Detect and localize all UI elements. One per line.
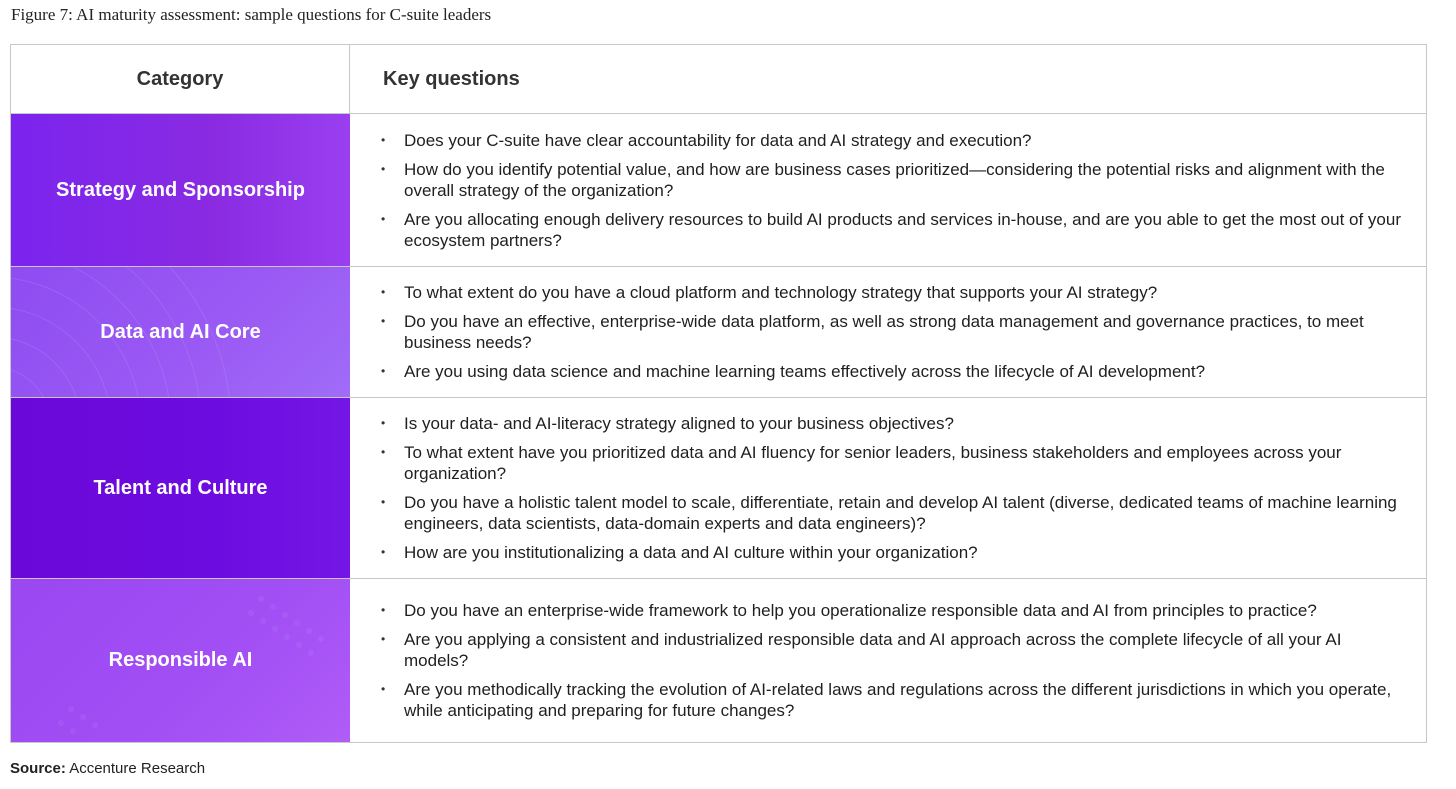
questions-table (10, 44, 1427, 743)
bullet-icon: • (381, 495, 386, 509)
question-list (377, 398, 1406, 578)
bullet-icon: • (381, 314, 386, 328)
category-cell-responsible (11, 579, 350, 742)
list-item (377, 442, 1406, 484)
bullet-icon: • (381, 632, 386, 646)
source-text: Accenture Research (69, 760, 206, 777)
category-label: Data and AI Core (100, 320, 261, 343)
question-text: Do you have an effective, enterprise-wide data platform, as well as strong data management and governance practices, to meet business needs? (404, 312, 1364, 352)
table-row (11, 267, 1426, 398)
category-cell-data-core (11, 267, 350, 397)
question-text: Are you allocating enough delivery resources to build AI products and services in-house, and are you able to get the most out of your ecosystem partners? (404, 209, 1401, 250)
question-text: Are you applying a consistent and industrialized responsible data and AI approach across the complete lifecycle of all your AI models? (404, 630, 1342, 670)
header-category: Category (11, 45, 350, 113)
list-item (377, 311, 1406, 353)
category-label: Responsible AI (108, 649, 253, 671)
bullet-icon: • (381, 211, 386, 226)
question-list (377, 114, 1406, 266)
bullet-icon: • (381, 545, 386, 559)
list-item (377, 629, 1406, 671)
header-key-questions: Key questions (383, 67, 520, 90)
table-header (11, 45, 1426, 114)
table-row (11, 398, 1426, 579)
bullet-icon: • (381, 285, 386, 299)
list-item (377, 130, 1406, 151)
list-item (377, 209, 1406, 251)
question-text: To what extent have you prioritized data and AI fluency for senior leaders, business stakeholders and employees across your organization? (404, 443, 1342, 483)
category-label: Strategy and Sponsorship (56, 178, 305, 201)
table-row (11, 579, 1426, 742)
category-label: Talent and Culture (93, 476, 268, 499)
category-cell-strategy (11, 114, 350, 266)
source-label: Source: (10, 760, 66, 777)
list-item (377, 492, 1406, 534)
question-text: How do you identify potential value, and how are business cases prioritized—considering the potential risks and alignment with the overall strategy of the organization? (404, 159, 1385, 200)
question-text: Does your C-suite have clear accountability for data and AI strategy and execution? (404, 130, 1032, 150)
bullet-icon: • (381, 364, 386, 378)
list-item (377, 600, 1406, 621)
bullet-icon: • (381, 603, 386, 617)
bullet-icon: • (381, 682, 386, 696)
question-text: To what extent do you have a cloud platform and technology strategy that supports your AI strategy? (404, 283, 1158, 302)
list-item (377, 159, 1406, 201)
bullet-icon: • (381, 132, 386, 147)
table-row (11, 114, 1426, 267)
bullet-icon: • (381, 445, 386, 459)
list-item (377, 361, 1406, 382)
list-item (377, 542, 1406, 563)
list-item (377, 413, 1406, 434)
question-text: How are you institutionalizing a data and AI culture within your organization? (404, 543, 978, 562)
question-list (377, 579, 1406, 742)
source-note (10, 760, 205, 777)
bullet-icon: • (381, 416, 386, 430)
question-text: Do you have an enterprise-wide framework to help you operationalize responsible data and AI from principles to practice? (404, 601, 1317, 620)
question-text: Is your data- and AI-literacy strategy aligned to your business objectives? (404, 414, 954, 433)
bullet-icon: • (381, 161, 386, 176)
question-text: Are you methodically tracking the evolution of AI-related laws and regulations across the different jurisdictions in which you operate, while anticipating and preparing for future changes? (404, 680, 1392, 720)
question-text: Do you have a holistic talent model to scale, differentiate, retain and develop AI talent (diverse, dedicated teams of machine learning engineers, data scientists, data-domain experts and data engineers)? (404, 493, 1397, 533)
list-item (377, 282, 1406, 303)
question-text: Are you using data science and machine learning teams effectively across the lifecycle of AI development? (404, 362, 1206, 381)
figure-title: Figure 7: AI maturity assessment: sample questions for C-suite leaders (11, 5, 492, 24)
question-list (377, 267, 1406, 397)
category-cell-talent (11, 398, 350, 578)
list-item (377, 679, 1406, 721)
